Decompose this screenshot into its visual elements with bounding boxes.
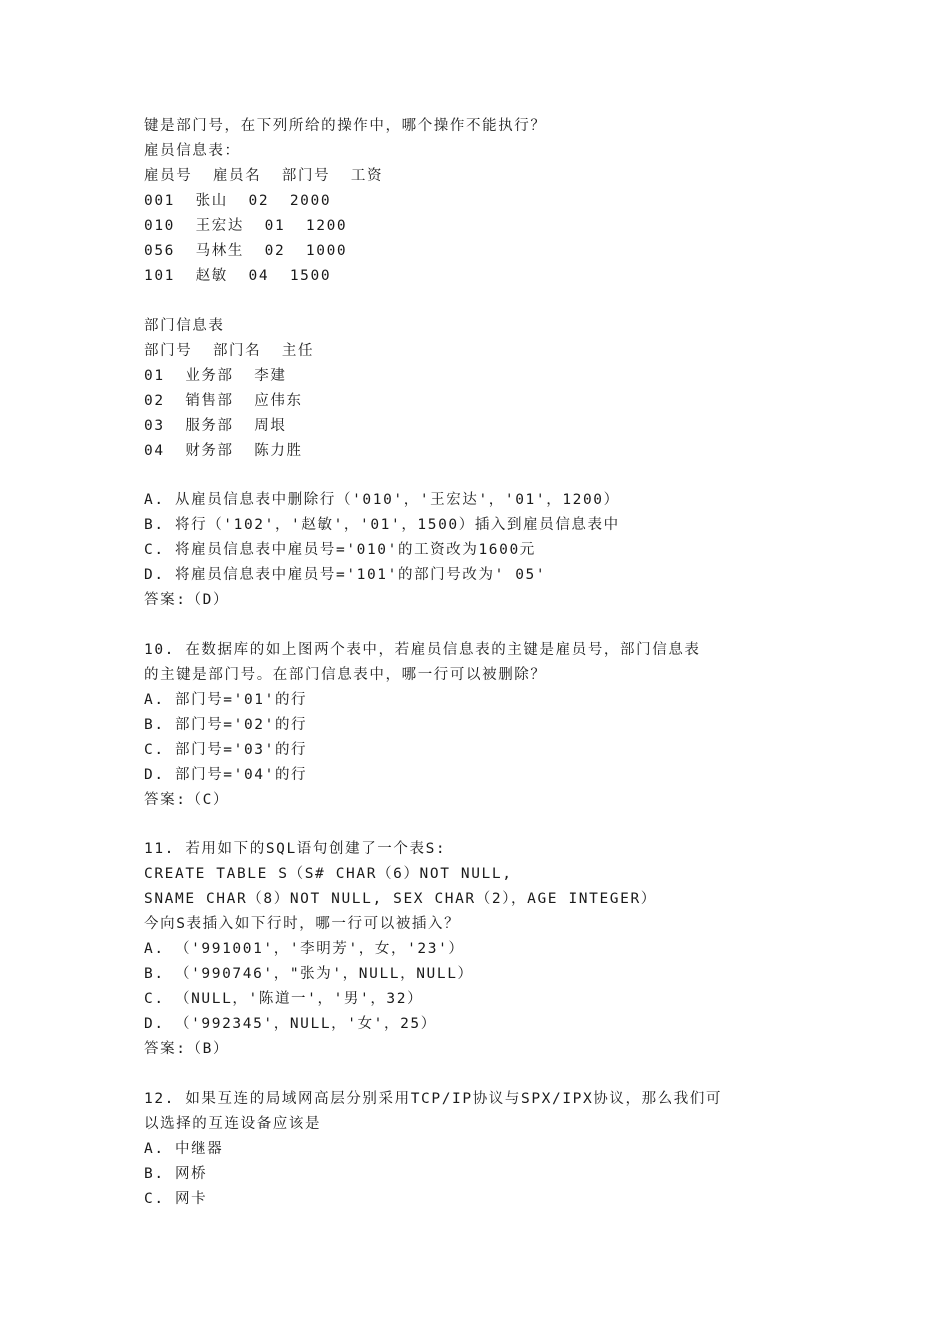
table-row: 02 销售部 应伟东 [144, 392, 303, 409]
option-c: C. 将雇员信息表中雇员号='010'的工资改为1600元 [144, 542, 536, 558]
spacer [144, 1062, 844, 1087]
question-text: 12. 如果互连的局域网高层分别采用TCP/IP协议与SPX/IPX协议，那么我们可 [144, 1090, 723, 1107]
text-line: 雇员信息表： [144, 143, 241, 159]
spacer [144, 464, 844, 489]
question-9-options [144, 488, 844, 613]
option-a: A. 部门号='01'的行 [144, 691, 308, 708]
option-a: A. 中继器 [144, 1140, 224, 1157]
option-d: D. 部门号='04'的行 [144, 766, 308, 783]
document-page [144, 114, 844, 1212]
table-row: 04 财务部 陈力胜 [144, 442, 303, 459]
sql-code: SNAME CHAR（8）NOT NULL, SEX CHAR（2），AGE INTEGER） [144, 891, 657, 907]
option-a: A. 从雇员信息表中删除行（'010'，'王宏达'，'01'，1200） [144, 492, 620, 508]
question-12 [144, 1087, 844, 1212]
question-11 [144, 837, 844, 1062]
question-text: 今向S表插入如下行时，哪一行可以被插入？ [144, 916, 461, 932]
option-b: B. （'990746'，"张为'，NULL，NULL） [144, 966, 474, 982]
department-table [144, 314, 844, 464]
option-d: D. （'992345'，NULL，'女'，25） [144, 1016, 437, 1032]
question-9-continuation [144, 114, 844, 289]
option-b: B. 将行（'102'，'赵敏'，'01'，1500）插入到雇员信息表中 [144, 517, 620, 533]
option-b: B. 部门号='02'的行 [144, 716, 308, 733]
table-header: 雇员号 雇员名 部门号 工资 [144, 168, 384, 184]
table-row: 010 王宏达 01 1200 [144, 218, 348, 234]
spacer [144, 289, 844, 314]
option-c: C. （NULL，'陈道一'，'男'，32） [144, 991, 424, 1007]
table-row: 01 业务部 李建 [144, 367, 287, 384]
table-row: 056 马林生 02 1000 [144, 243, 348, 259]
sql-code: CREATE TABLE S（S# CHAR（6）NOT NULL, [144, 866, 513, 882]
table-row: 03 服务部 周垠 [144, 417, 287, 434]
option-c: C. 网卡 [144, 1190, 208, 1207]
question-text: 的主键是部门号。在部门信息表中，哪一行可以被删除？ [144, 666, 547, 683]
answer: 答案:（C） [144, 791, 230, 808]
option-a: A. （'991001'，'李明芳'，女，'23'） [144, 941, 465, 957]
answer: 答案:（D） [144, 592, 230, 608]
table-title: 部门信息表 [144, 317, 225, 334]
spacer [144, 813, 844, 838]
table-header: 部门号 部门名 主任 [144, 342, 315, 359]
question-10 [144, 638, 844, 813]
question-text: 10. 在数据库的如上图两个表中，若雇员信息表的主键是雇员号，部门信息表 [144, 641, 701, 658]
option-c: C. 部门号='03'的行 [144, 741, 308, 758]
option-b: B. 网桥 [144, 1165, 208, 1182]
table-row: 101 赵敏 04 1500 [144, 268, 332, 284]
text-line: 键是部门号，在下列所给的操作中，哪个操作不能执行？ [144, 118, 547, 134]
table-row: 001 张山 02 2000 [144, 193, 332, 209]
spacer [144, 613, 844, 638]
answer: 答案:（B） [144, 1041, 230, 1057]
question-text: 11. 若用如下的SQL语句创建了一个表S: [144, 841, 447, 857]
option-d: D. 将雇员信息表中雇员号='101'的部门号改为' 05' [144, 567, 547, 583]
question-text: 以选择的互连设备应该是 [144, 1115, 322, 1132]
